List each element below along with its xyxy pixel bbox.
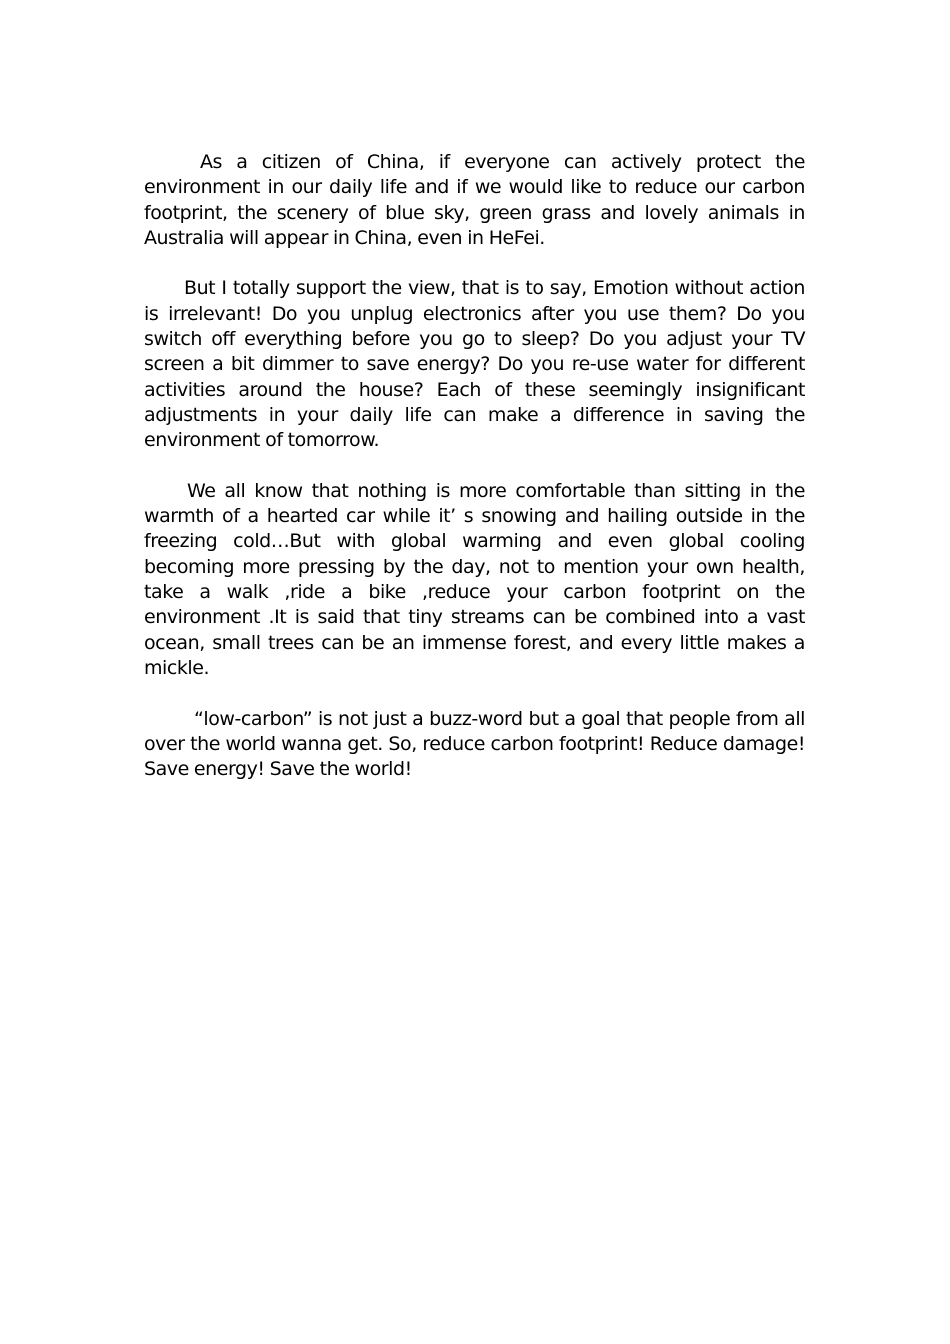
essay-body [144,150,805,808]
paragraph-3: We all know that nothing is more comfortable than sitting in the warmth of a hearted car while it’ s snowing and hailing outside in the freezing cold…But with global warming and even global cooling becoming more pressing by the day, not to mention your own health, take a walk ,ride a bike ,reduce your carbon footprint on the environment .It is said that tiny streams can be combined into a vast ocean, small trees can be an immense forest, and every little makes a mickle. [144,479,805,679]
paragraph-2: But I totally support the view, that is to say, Emotion without action is irrelevant! Do you unplug electronics after you use them? Do you switch off everything before you go to sleep? Do you adjust your TV screen a bit dimmer to save energy? Do you re-use water for different activities around the house? Each of these seemingly insignificant adjustments in your daily life can make a difference in saving the environment of tomorrow. [144,277,805,452]
paragraph-4: “low-carbon” is not just a buzz-word but a goal that people from all over the world wanna get. So, reduce carbon footprint! Reduce damage! Save energy! Save the world! [144,707,805,781]
paragraph-1: As a citizen of China, if everyone can actively protect the environment in our daily life and if we would like to reduce our carbon footprint, the scenery of blue sky, green grass and lovely animals in Australia will appear in China, even in HeFei. [144,151,805,249]
